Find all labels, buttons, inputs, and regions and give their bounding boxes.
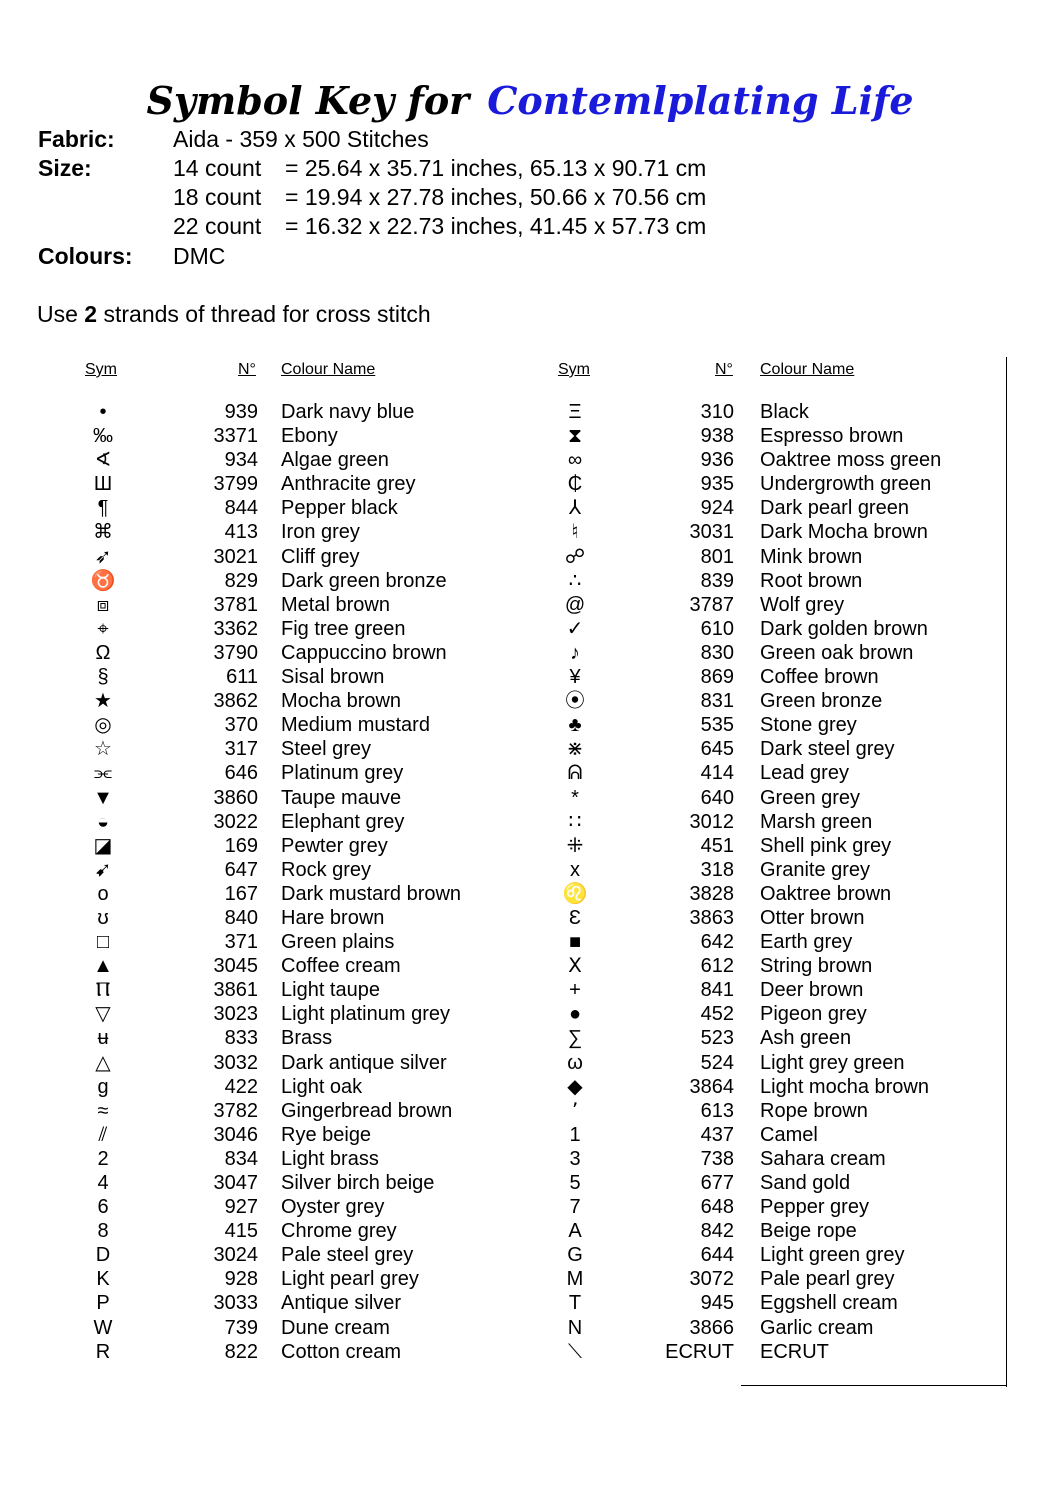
symbol-glyph: D: [95, 1244, 111, 1267]
strands-pre: Use: [37, 301, 85, 327]
colour-name: Dark antique silver: [281, 1051, 447, 1074]
colour-name: Wolf grey: [760, 593, 845, 616]
symbol-glyph: ⧈: [96, 593, 110, 616]
dmc-number: 3031: [689, 521, 734, 544]
symbol-glyph: 3: [569, 1147, 581, 1170]
page-title: [0, 78, 1060, 123]
dmc-number: 318: [700, 858, 734, 881]
dmc-number: 414: [700, 762, 734, 785]
header-num-left: N°: [238, 361, 256, 378]
colour-name: Lead grey: [760, 762, 849, 785]
dmc-number: 936: [700, 449, 734, 472]
colour-name: Mink brown: [760, 545, 863, 568]
symbol-glyph: 6: [97, 1196, 109, 1219]
dmc-number: 451: [700, 834, 734, 857]
symbol-glyph: ⦿: [565, 690, 585, 713]
dmc-number: 452: [700, 1003, 734, 1026]
colour-name: Sahara cream: [760, 1147, 886, 1170]
colour-name: Ebony: [281, 425, 338, 448]
dmc-number: 310: [700, 401, 734, 423]
symbol-glyph: T: [568, 1292, 582, 1315]
size-line-22: [173, 213, 706, 240]
symbol-glyph: ω: [567, 1051, 583, 1074]
colour-name: Garlic cream: [760, 1316, 874, 1339]
symbol-glyph: ∑: [567, 1027, 583, 1050]
symbol-glyph: □: [96, 931, 110, 954]
symbol-glyph: *: [571, 786, 579, 809]
colour-name: Stone grey: [760, 714, 857, 737]
colour-name: Hare brown: [281, 906, 385, 929]
dmc-number: 371: [224, 931, 258, 954]
colour-name: Cotton cream: [281, 1340, 402, 1363]
dmc-number: 834: [224, 1147, 258, 1170]
colour-name: Dark mustard brown: [281, 882, 462, 905]
symbol-glyph: ☆: [94, 738, 112, 761]
colour-name: Pale pearl grey: [760, 1268, 895, 1291]
colour-name: Elephant grey: [281, 810, 405, 833]
dmc-number: 3032: [213, 1051, 258, 1074]
colour-name: Gingerbread brown: [281, 1099, 453, 1122]
colour-name: Algae green: [281, 449, 389, 472]
dmc-number: 422: [224, 1075, 258, 1098]
symbol-glyph: Ɛ: [568, 906, 582, 929]
symbol-glyph: N: [567, 1316, 583, 1339]
symbol-glyph: K: [96, 1268, 110, 1291]
dmc-number: 437: [700, 1123, 734, 1146]
fabric-label: Fabric:: [38, 126, 115, 152]
dmc-number: 3024: [213, 1244, 258, 1267]
symbol-glyph: ʉ: [97, 1027, 109, 1050]
dmc-number: 829: [224, 569, 258, 592]
symbol-glyph: Ξ: [568, 401, 582, 423]
symbol-glyph: ∢: [94, 449, 112, 472]
dmc-number: 613: [700, 1099, 734, 1122]
symbol-glyph: ■: [568, 931, 582, 954]
dmc-number: 648: [700, 1196, 734, 1219]
table-border-bottom: [741, 1385, 1007, 1386]
symbol-glyph: ⅄: [568, 497, 582, 520]
dmc-number: 839: [700, 569, 734, 592]
colour-name: Pewter grey: [281, 834, 388, 857]
colour-name: Silver birch beige: [281, 1172, 435, 1194]
symbol-glyph: ♣: [568, 714, 582, 737]
colour-name: Undergrowth green: [760, 473, 932, 496]
colour-name: Dark pearl green: [760, 497, 909, 520]
colour-name: Light platinum grey: [281, 1003, 450, 1026]
strands-count: 2: [84, 301, 98, 327]
strands-instruction: [37, 301, 431, 328]
dmc-number: 927: [224, 1196, 258, 1219]
colour-name: Green oak brown: [760, 641, 914, 664]
colour-name: Eggshell cream: [760, 1292, 898, 1315]
dmc-number: 415: [224, 1220, 258, 1243]
dmc-number: 935: [700, 473, 734, 496]
dmc-number: 3072: [689, 1268, 734, 1291]
symbol-glyph: ⫘: [94, 762, 112, 785]
symbol-glyph: Ш: [93, 473, 113, 496]
symbol-glyph: +: [569, 979, 581, 1002]
colour-name: Beige rope: [760, 1220, 857, 1243]
colour-name: Coffee cream: [281, 955, 401, 978]
symbol-glyph: ➶: [94, 545, 112, 568]
symbol-glyph: A: [568, 1220, 582, 1243]
symbol-glyph: 8: [97, 1220, 109, 1243]
dmc-number: 738: [700, 1147, 734, 1170]
symbol-glyph: ⧗: [567, 425, 583, 448]
colour-name: Oaktree moss green: [760, 449, 942, 472]
colour-name: ECRUT: [760, 1340, 829, 1363]
symbol-glyph: 2: [97, 1147, 109, 1170]
symbol-glyph: ⁜: [566, 834, 584, 857]
symbol-glyph: ◎: [94, 714, 112, 737]
symbol-glyph: ●: [568, 1003, 582, 1026]
colour-name: Light mocha brown: [760, 1075, 929, 1098]
symbol-glyph: ٬: [571, 1099, 579, 1122]
colour-name: Light pearl grey: [281, 1268, 419, 1291]
colour-name: Root brown: [760, 569, 863, 592]
colour-name: Medium mustard: [281, 714, 430, 737]
symbol-glyph: ⌖: [97, 617, 109, 640]
dmc-number: 939: [224, 401, 258, 423]
dmc-number: 167: [224, 882, 258, 905]
dmc-number: 3371: [213, 425, 258, 448]
colours-value: DMC: [173, 243, 226, 269]
symbol-glyph: ▼: [93, 786, 113, 809]
symbol-glyph: ◆: [567, 1075, 583, 1098]
symbol-glyph: ♉: [90, 569, 116, 592]
colour-name: Oaktree brown: [760, 882, 892, 905]
colour-name: Camel: [760, 1123, 818, 1146]
colour-name: Sand gold: [760, 1172, 851, 1194]
colour-name: Cappuccino brown: [281, 641, 447, 664]
title-pattern-name: Contemlplating Life: [487, 78, 914, 123]
symbol-glyph: ∷: [568, 810, 582, 833]
colour-name: Brass: [281, 1027, 333, 1050]
symbol-glyph: @: [564, 593, 586, 616]
symbol-glyph: ¥: [569, 666, 581, 689]
dmc-number: 646: [224, 762, 258, 785]
dmc-number: 645: [700, 738, 734, 761]
dmc-number: 3023: [213, 1003, 258, 1026]
table-border-right: [1006, 357, 1007, 1387]
colour-name: Rope brown: [760, 1099, 868, 1122]
symbol-glyph: △: [95, 1051, 111, 1074]
symbol-glyph: ➹: [94, 858, 112, 881]
symbol-glyph: ▲: [93, 955, 113, 978]
colour-name: String brown: [760, 955, 873, 978]
symbol-glyph: ⟍: [568, 1340, 582, 1363]
dmc-number: 677: [700, 1172, 734, 1194]
symbol-glyph: ‰: [93, 425, 113, 448]
size-line-18: [173, 184, 706, 211]
symbol-glyph: 7: [569, 1196, 581, 1219]
dmc-number: 610: [700, 617, 734, 640]
colour-name: Granite grey: [760, 858, 871, 881]
symbol-glyph: x: [570, 858, 580, 881]
size-dims: = 19.94 x 27.78 inches, 50.66 x 70.56 cm: [285, 184, 707, 210]
colour-name: Green plains: [281, 931, 395, 954]
symbol-glyph: ⌘: [93, 521, 113, 544]
symbol-glyph: 5: [569, 1172, 581, 1194]
colour-name: Cliff grey: [281, 545, 360, 568]
colour-name: Light green grey: [760, 1244, 905, 1267]
dmc-number: 644: [700, 1244, 734, 1267]
dmc-number: 413: [224, 521, 258, 544]
dmc-number: ECRUT: [665, 1340, 734, 1363]
header-name-right: Colour Name: [760, 361, 855, 378]
dmc-number: 523: [700, 1027, 734, 1050]
dmc-number: 3782: [213, 1099, 258, 1122]
colour-name: Pigeon grey: [760, 1003, 867, 1026]
colour-name: Black: [760, 401, 809, 423]
dmc-number: 3012: [689, 810, 734, 833]
dmc-number: 801: [700, 545, 734, 568]
symbol-glyph: 4: [97, 1172, 109, 1194]
colour-name: Anthracite grey: [281, 473, 416, 496]
symbol-glyph: G: [567, 1244, 583, 1267]
dmc-number: 3033: [213, 1292, 258, 1315]
colour-name: Light brass: [281, 1147, 379, 1170]
dmc-number: 945: [700, 1292, 734, 1315]
size-count: 14 count: [173, 155, 262, 181]
symbol-glyph: ✓: [566, 617, 584, 640]
dmc-number: 611: [226, 666, 258, 689]
dmc-number: 934: [224, 449, 258, 472]
colour-name: Iron grey: [281, 521, 360, 544]
dmc-number: 833: [224, 1027, 258, 1050]
dmc-number: 844: [224, 497, 258, 520]
dmc-number: 3047: [213, 1172, 258, 1194]
colour-name: Green bronze: [760, 690, 883, 713]
colour-name: Coffee brown: [760, 666, 879, 689]
dmc-number: 640: [700, 786, 734, 809]
dmc-number: 928: [224, 1268, 258, 1291]
colour-name: Pale steel grey: [281, 1244, 414, 1267]
dmc-number: 3799: [213, 473, 258, 496]
dmc-number: 831: [700, 690, 734, 713]
dmc-number: 3863: [689, 906, 734, 929]
symbol-glyph: ≈: [97, 1099, 109, 1122]
symbol-glyph: R: [95, 1340, 111, 1363]
dmc-number: 647: [224, 858, 258, 881]
dmc-number: 840: [224, 906, 258, 929]
symbol-glyph: ♌: [562, 882, 588, 905]
symbol-glyph: ★: [94, 690, 112, 713]
dmc-number: 869: [700, 666, 734, 689]
symbol-glyph: W: [93, 1316, 113, 1339]
dmc-number: 938: [700, 425, 734, 448]
colour-name: Dark golden brown: [760, 617, 928, 640]
colour-name: Earth grey: [760, 931, 853, 954]
dmc-number: 841: [700, 979, 734, 1002]
symbol-glyph: ⋇: [566, 738, 584, 761]
size-dims: = 16.32 x 22.73 inches, 41.45 x 57.73 cm: [285, 213, 707, 239]
symbol-glyph: ᕱ: [567, 762, 583, 785]
colour-name: Light oak: [281, 1075, 363, 1098]
dmc-number: 612: [700, 955, 734, 978]
symbol-glyph: ₵: [567, 473, 583, 496]
symbol-glyph: •: [99, 401, 107, 423]
colour-name: Antique silver: [281, 1292, 402, 1315]
colour-name: Dark green bronze: [281, 569, 447, 592]
colour-name: Dark Mocha brown: [760, 521, 928, 544]
size-label: Size:: [38, 155, 92, 181]
dmc-number: 830: [700, 641, 734, 664]
symbol-glyph: ♪: [570, 641, 580, 664]
colour-name: Ash green: [760, 1027, 852, 1050]
colour-name: Metal brown: [281, 593, 390, 616]
dmc-number: 3021: [213, 545, 258, 568]
symbol-glyph: P: [96, 1292, 110, 1315]
dmc-number: 317: [224, 738, 258, 761]
title-prefix: Symbol Key for: [146, 78, 470, 123]
symbol-glyph: 1: [569, 1123, 581, 1146]
header-num-right: N°: [715, 361, 733, 378]
dmc-number: 3022: [213, 810, 258, 833]
colour-name: Espresso brown: [760, 425, 904, 448]
symbol-glyph: §: [97, 666, 109, 689]
colour-name: Steel grey: [281, 738, 372, 761]
dmc-number: 535: [700, 714, 734, 737]
dmc-number: 3781: [213, 593, 258, 616]
dmc-number: 739: [224, 1316, 258, 1339]
dmc-number: 524: [700, 1051, 734, 1074]
dmc-number: 924: [700, 497, 734, 520]
colour-name: Deer brown: [760, 979, 864, 1002]
colour-name: Fig tree green: [281, 617, 406, 640]
colour-name: Rye beige: [281, 1123, 372, 1146]
dmc-number: 3862: [213, 690, 258, 713]
colour-name: Chrome grey: [281, 1220, 397, 1243]
size-count: 22 count: [173, 213, 262, 239]
symbol-glyph: ⫽: [98, 1123, 108, 1146]
dmc-number: 3045: [213, 955, 258, 978]
colour-name: Dune cream: [281, 1316, 390, 1339]
dmc-number: 169: [224, 834, 258, 857]
colour-name: Rock grey: [281, 858, 372, 881]
dmc-number: 642: [700, 931, 734, 954]
header-name-left: Colour Name: [281, 361, 376, 378]
symbol-glyph: o: [97, 882, 109, 905]
colour-name: Green grey: [760, 786, 861, 809]
colour-name: Pepper grey: [760, 1196, 869, 1219]
dmc-number: 3787: [689, 593, 734, 616]
colour-name: Pepper black: [281, 497, 398, 520]
colour-name: Taupe mauve: [281, 786, 402, 809]
strands-post: strands of thread for cross stitch: [97, 301, 431, 327]
colour-name: Otter brown: [760, 906, 865, 929]
fabric-value: Aida - 359 x 500 Stitches: [173, 126, 429, 152]
size-line-14: [173, 155, 706, 182]
size-dims: = 25.64 x 35.71 inches, 65.13 x 90.71 cm: [285, 155, 707, 181]
colour-name: Shell pink grey: [760, 834, 892, 857]
colour-name: Sisal brown: [281, 666, 385, 689]
colours-label: Colours:: [38, 243, 133, 269]
dmc-number: 3828: [689, 882, 734, 905]
colour-name: Light grey green: [760, 1051, 905, 1074]
symbol-glyph: Ω: [95, 641, 111, 664]
colour-name: Platinum grey: [281, 762, 404, 785]
header-sym-left: Sym: [85, 361, 117, 378]
symbol-glyph: ♮: [571, 521, 579, 544]
dmc-number: 822: [224, 1340, 258, 1363]
symbol-glyph: g: [97, 1075, 109, 1098]
symbol-glyph: ∴: [568, 569, 582, 592]
colour-name: Oyster grey: [281, 1196, 385, 1219]
size-count: 18 count: [173, 184, 262, 210]
colour-name: Light taupe: [281, 979, 380, 1002]
colour-name: Dark steel grey: [760, 738, 895, 761]
symbol-glyph: Ⅹ: [568, 955, 582, 978]
dmc-number: 3866: [689, 1316, 734, 1339]
colour-name: Dark navy blue: [281, 401, 415, 423]
colour-name: Marsh green: [760, 810, 873, 833]
dmc-number: 3864: [689, 1075, 734, 1098]
symbol-glyph: ☍: [564, 545, 586, 568]
dmc-number: 3790: [213, 641, 258, 664]
symbol-glyph: Ⲡ: [95, 979, 111, 1002]
symbol-glyph: ∞: [567, 449, 583, 472]
symbol-glyph: ◪: [93, 834, 113, 857]
dmc-number: 370: [224, 714, 258, 737]
symbol-glyph: M: [566, 1268, 584, 1291]
dmc-number: 3860: [213, 786, 258, 809]
dmc-number: 3861: [213, 979, 258, 1002]
symbol-glyph: ¶: [97, 497, 109, 520]
symbol-glyph: ◒: [96, 810, 110, 833]
symbol-glyph: ▽: [95, 1003, 111, 1026]
header-sym-right: Sym: [558, 361, 590, 378]
dmc-number: 842: [700, 1220, 734, 1243]
dmc-number: 3046: [213, 1123, 258, 1146]
colour-name: Mocha brown: [281, 690, 402, 713]
symbol-glyph: ʊ: [97, 906, 109, 929]
dmc-number: 3362: [213, 617, 258, 640]
